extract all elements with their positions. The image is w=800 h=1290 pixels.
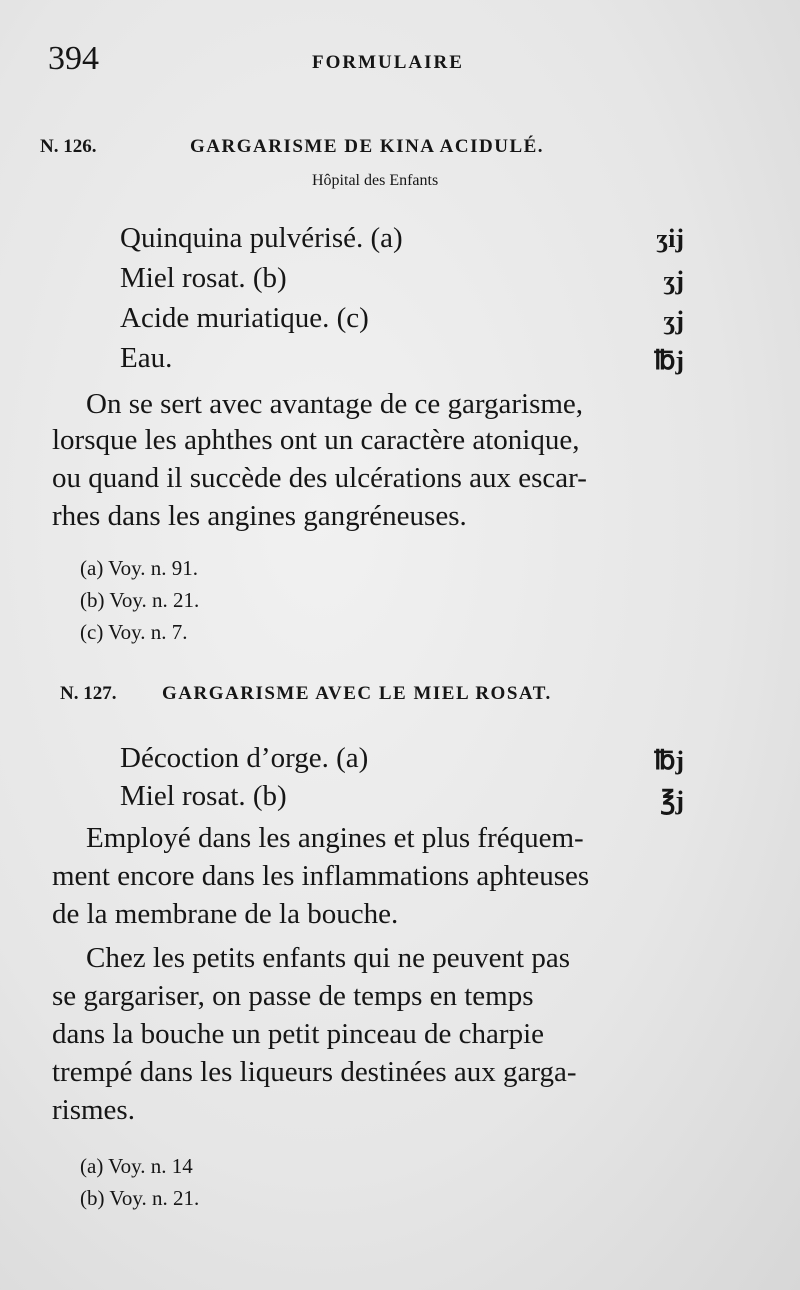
paragraph-line bbox=[86, 942, 750, 975]
ingredient-quantity: ℥j bbox=[660, 786, 684, 815]
paragraph-line-text: se gargariser, on passe de temps en temps bbox=[52, 980, 534, 1012]
paragraph-line-text: Employé dans les angines et plus fréquem- bbox=[86, 822, 584, 854]
footnote: (a) Voy. n. 91. bbox=[80, 556, 199, 580]
paragraph-line bbox=[52, 500, 467, 533]
ingredient-quantity: ℔j bbox=[654, 746, 684, 775]
entry-subtitle: Hôpital des Enfants bbox=[312, 172, 439, 189]
paragraph-line-text: ment encore dans les inflammations aphteuses bbox=[52, 860, 590, 892]
paragraph-line bbox=[86, 822, 750, 855]
footnote: (a) Voy. n. 14 bbox=[80, 1154, 193, 1178]
paragraph-line-text: lorsque les aphthes ont un caractère atonique, bbox=[52, 424, 580, 456]
entry-number: N. 126. bbox=[40, 136, 97, 157]
entry-title: GARGARISME AVEC LE MIEL ROSAT. bbox=[162, 683, 552, 704]
paragraph-line bbox=[86, 388, 752, 421]
entry-title: GARGARISME DE KINA ACIDULÉ. bbox=[190, 136, 545, 157]
footnote: (b) Voy. n. 21. bbox=[80, 588, 200, 612]
paragraph-line-text: de la membrane de la bouche. bbox=[52, 898, 399, 930]
ingredient-name: Décoction d’orge. (a) bbox=[120, 742, 369, 774]
paragraph-line-text: ou quand il succède des ulcérations aux escar- bbox=[52, 462, 587, 494]
paragraph-line bbox=[52, 462, 752, 495]
ingredient-name: Eau. bbox=[120, 342, 173, 374]
ingredient-quantity: ℔j bbox=[654, 346, 684, 375]
entry-number: N. 127. bbox=[60, 683, 117, 704]
paragraph-line-text: rismes. bbox=[52, 1094, 135, 1126]
running-title: FORMULAIRE bbox=[312, 52, 464, 73]
ingredient-name: Miel rosat. (b) bbox=[120, 262, 287, 294]
page-number: 394 bbox=[48, 40, 99, 77]
ingredient-name: Miel rosat. (b) bbox=[120, 780, 287, 812]
paragraph-line-text: Chez les petits enfants qui ne peuvent pas bbox=[86, 942, 571, 974]
paragraph-line bbox=[52, 424, 752, 457]
ingredient-quantity: ʒj bbox=[663, 266, 684, 295]
ingredient-name: Quinquina pulvérisé. (a) bbox=[120, 222, 403, 254]
paragraph-line-text: dans la bouche un petit pinceau de charpie bbox=[52, 1018, 544, 1050]
ingredient-quantity: ʒij bbox=[656, 224, 684, 253]
paragraph-line bbox=[52, 860, 750, 893]
paragraph-line bbox=[52, 1018, 750, 1051]
paragraph-line bbox=[52, 980, 750, 1013]
paragraph-line-text: trempé dans les liqueurs destinées aux garga- bbox=[52, 1056, 577, 1088]
ingredient-name: Acide muriatique. (c) bbox=[120, 302, 369, 334]
footnote: (b) Voy. n. 21. bbox=[80, 1186, 200, 1210]
paragraph-line bbox=[52, 1056, 750, 1089]
paragraph-line-text: rhes dans les angines gangréneuses. bbox=[52, 500, 467, 532]
paragraph-line-text: On se sert avec avantage de ce gargarisme, bbox=[86, 388, 584, 420]
paragraph-line bbox=[52, 1094, 135, 1127]
ingredient-quantity: ʒj bbox=[663, 306, 684, 335]
paragraph-line bbox=[52, 898, 398, 931]
footnote: (c) Voy. n. 7. bbox=[80, 620, 188, 644]
